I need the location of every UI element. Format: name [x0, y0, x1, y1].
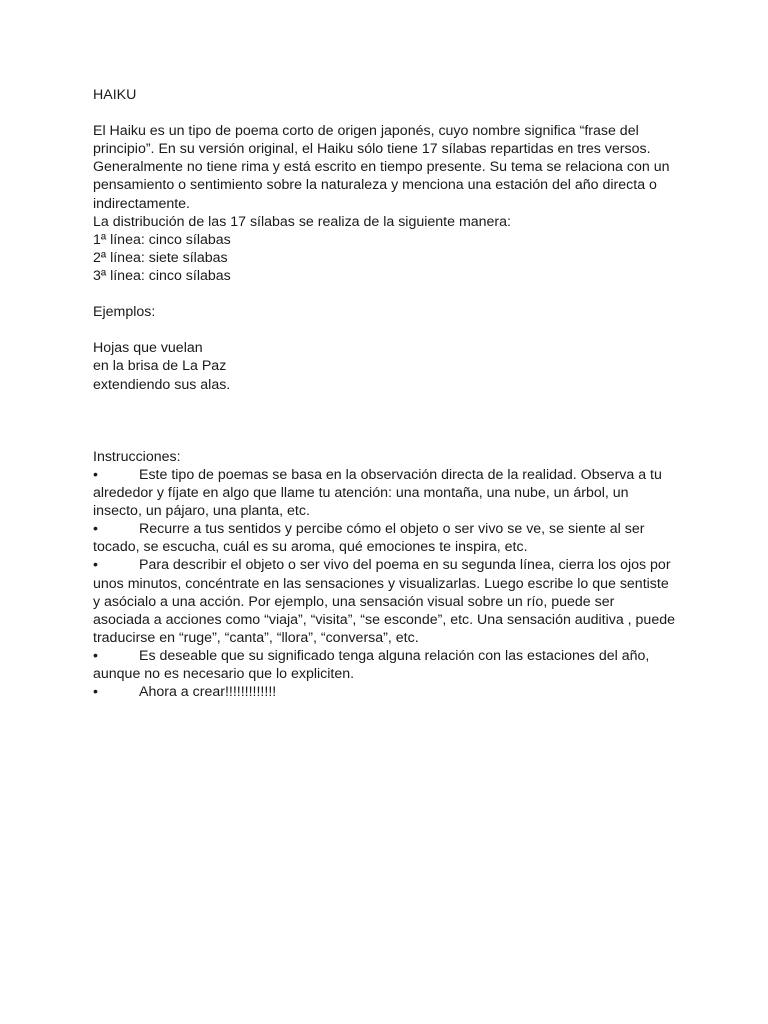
spacer	[93, 285, 693, 303]
instruction-continuation: asociada a acciones como “viaja”, “visita”, “se esconde”, etc. Una sensación auditiva , puede	[93, 611, 675, 628]
document-title: HAIKU	[93, 87, 137, 103]
document-body	[93, 86, 693, 701]
instruction-text: Es deseable que su significado tenga alguna relación con las estaciones del año,	[139, 647, 650, 664]
instruction-continuation: aunque no es necesario que lo expliciten.	[93, 666, 355, 683]
spacer	[93, 394, 693, 448]
instruction-text: Recurre a tus sentidos y percibe cómo el objeto o ser vivo se ve, se siente al ser	[139, 521, 645, 538]
poem-line: Hojas que vuelan	[93, 340, 203, 357]
instruction-continuation: tocado, se escucha, cuál es su aroma, qué emociones te inspira, etc.	[93, 539, 528, 556]
intro-line: principio”. En su versión original, el Haiku sólo tiene 17 sílabas repartidas en tres versos.	[93, 141, 651, 158]
instruction-continuation: alrededor y fíjate en algo que llame tu atención: una montaña, una nube, un árbol, un	[93, 485, 629, 502]
intro-line: La distribución de las 17 sílabas se realiza de la siguiente manera:	[93, 213, 511, 230]
instruction-continuation: insecto, un pájaro, una planta, etc.	[93, 503, 310, 520]
syllable-rule-line: 2ª línea: siete sílabas	[93, 249, 228, 266]
example-poem	[93, 339, 693, 393]
instruction-item	[93, 683, 693, 701]
bullet-icon: •	[93, 557, 98, 574]
spacer	[93, 321, 693, 339]
instruction-text: Para describir el objeto o ser vivo del poema en su segunda línea, cierra los ojos por	[139, 557, 671, 574]
bullet-icon: •	[93, 647, 98, 664]
poem-line: extendiendo sus alas.	[93, 376, 231, 393]
poem-line: en la brisa de La Paz	[93, 358, 227, 375]
instruction-continuation: unos minutos, concéntrate en las sensaciones y visualizarlas. Luego escribe lo que sentiste	[93, 575, 669, 592]
instruction-item	[93, 647, 693, 683]
intro-line: Generalmente no tiene rima y está escrito en tiempo presente. Su tema se relaciona con un	[93, 159, 670, 176]
intro-line: indirectamente.	[93, 195, 190, 212]
intro-line: El Haiku es un tipo de poema corto de origen japonés, cuyo nombre significa “frase del	[93, 123, 639, 140]
instruction-text: Este tipo de poemas se basa en la observación directa de la realidad. Observa a tu	[139, 466, 662, 483]
instruction-item	[93, 520, 693, 556]
syllable-rule-line: 1ª línea: cinco sílabas	[93, 231, 231, 248]
instruction-continuation: y asócialo a una acción. Por ejemplo, una sensación visual sobre un río, puede ser	[93, 593, 615, 610]
syllable-rule-line: 3ª línea: cinco sílabas	[93, 267, 231, 284]
instruction-item	[93, 556, 693, 646]
bullet-icon: •	[93, 466, 98, 483]
instructions-heading: Instrucciones:	[93, 448, 181, 465]
instruction-item	[93, 466, 693, 520]
examples-heading: Ejemplos:	[93, 304, 156, 321]
bullet-icon: •	[93, 684, 98, 701]
instructions-list	[93, 466, 693, 701]
spacer	[93, 104, 693, 122]
intro-line: pensamiento o sentimiento sobre la naturaleza y menciona una estación del año directa o	[93, 177, 657, 194]
intro-paragraph	[93, 122, 693, 285]
bullet-icon: •	[93, 521, 98, 538]
instruction-text: Ahora a crear!!!!!!!!!!!!!	[139, 684, 277, 701]
instruction-continuation: traducirse en “ruge”, “canta”, “llora”, “conversa”, etc.	[93, 629, 419, 646]
